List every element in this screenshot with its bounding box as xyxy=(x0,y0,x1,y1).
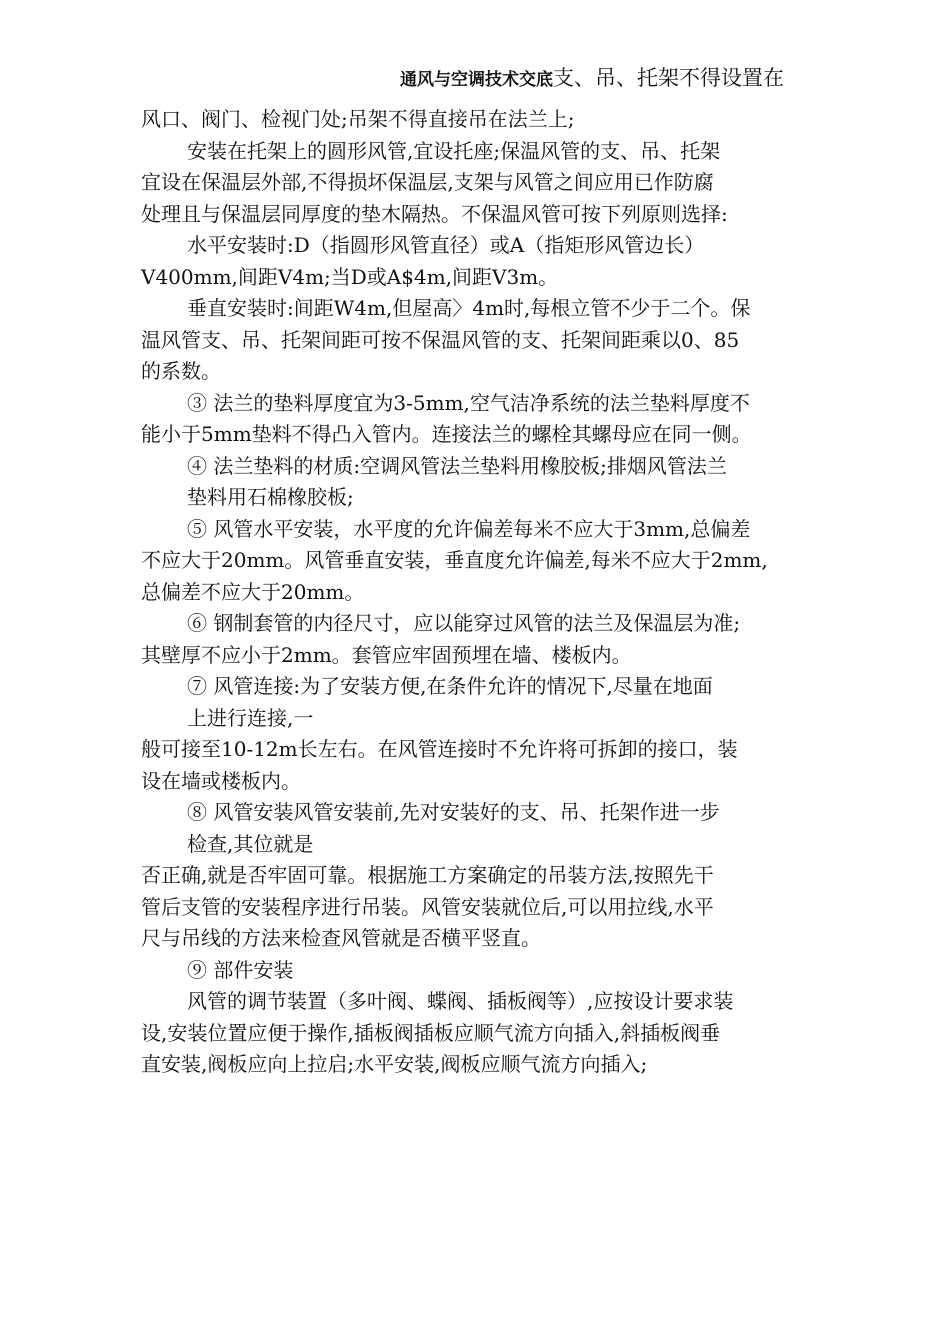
text-line: 般可接至10-12m长左右。在风管连接时不允许将可拆卸的接口，装 xyxy=(141,737,738,761)
header-label: 通风与空调技术交底 xyxy=(400,70,553,90)
header-continuation: 支、吊、托架不得设置在 xyxy=(553,66,784,90)
text-line: 其壁厚不应小于2mm。套管应牢固预埋在墙、楼板内。 xyxy=(141,642,632,667)
text-line: ⑥ 钢制套管的内径尺寸，应以能穿过风管的法兰及保温层为准; xyxy=(187,611,741,635)
text-line: 垂直安装时:间距W4m,但屋高〉4m时,每根立管不少于二个。保 xyxy=(187,296,751,320)
text-line: 的系数。 xyxy=(141,359,221,383)
text-line: 水平安装时:D（指圆形风管直径）或A（指矩形风管边长） xyxy=(187,233,705,257)
text-line: V400mm,间距V4m;当D或A$4m,间距V3m。 xyxy=(141,264,559,289)
text-line: 宜设在保温层外部,不得损坏保温层,支架与风管之间应用已作防腐 xyxy=(141,170,714,194)
text-line: 设在墙或楼板内。 xyxy=(141,768,301,793)
text-line: 不应大于20mm。风管垂直安装，垂直度允许偏差,每米不应大于2mm, xyxy=(141,548,768,572)
text-line: 上进行连接,一 xyxy=(187,705,314,730)
page-header xyxy=(400,62,820,96)
text-line: ③ 法兰的垫料厚度宜为3-5mm,空气洁净系统的法兰垫料厚度不 xyxy=(187,390,750,415)
text-line: 垫料用石棉橡胶板; xyxy=(187,485,354,509)
body-text xyxy=(141,104,821,1081)
text-line: 温风管支、吊、托架间距可按不保温风管的支、托架间距乘以0、85 xyxy=(141,327,740,352)
text-line: 管后支管的安装程序进行吊装。风管安装就位后,可以用拉线,水平 xyxy=(141,894,714,919)
text-line: 否正确,就是否牢固可靠。根据施工方案确定的吊装方法,按照先干 xyxy=(141,863,714,887)
text-line: ⑨ 部件安装 xyxy=(187,957,294,982)
text-line: 能小于5mm垫料不得凸入管内。连接法兰的螺栓其螺母应在同一侧。 xyxy=(141,422,752,446)
text-line: 风口、阀门、检视门处;吊架不得直接吊在法兰上; xyxy=(141,107,575,131)
text-line: ⑤ 风管水平安装，水平度的允许偏差每米不应大于3mm,总偏差 xyxy=(187,516,751,541)
text-line: 总偏差不应大于20mm。 xyxy=(141,579,365,604)
text-line: 安装在托架上的圆形风管,宜设托座;保温风管的支、吊、托架 xyxy=(187,138,721,163)
text-line: ④ 法兰垫料的材质:空调风管法兰垫料用橡胶板;排烟风管法兰 xyxy=(187,453,727,478)
text-line: 检查,其位就是 xyxy=(187,831,314,856)
text-line: 处理且与保温层同厚度的垫木隔热。不保温风管可按下列原则选择: xyxy=(141,201,728,226)
text-line: ⑦ 风管连接:为了安装方便,在条件允许的情况下,尽量在地面 xyxy=(187,674,713,698)
text-line: 设,安装位置应便于操作,插板阀插板应顺气流方向插入,斜插板阀垂 xyxy=(141,1020,721,1045)
text-line: ⑧ 风管安装风管安装前,先对安装好的支、吊、托架作进一步 xyxy=(187,800,720,824)
text-line: 尺与吊线的方法来检查风管就是否横平竖直。 xyxy=(141,926,541,950)
text-line: 直安装,阀板应向上拉启;水平安装,阀板应顺气流方向插入; xyxy=(141,1052,648,1076)
text-line: 风管的调节装置（多叶阀、蝶阀、插板阀等）,应按设计要求装 xyxy=(187,989,734,1013)
